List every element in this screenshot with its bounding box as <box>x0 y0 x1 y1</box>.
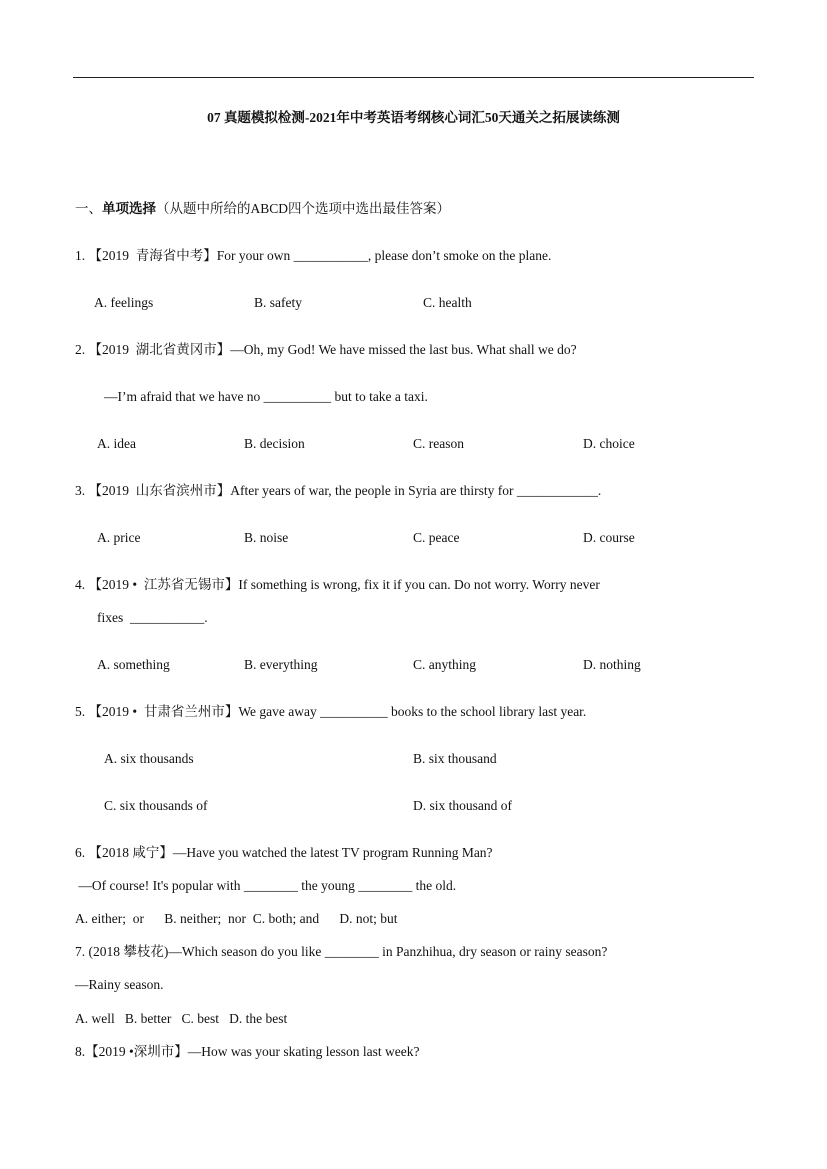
question-3-option-a: A. price <box>97 530 141 545</box>
question-5-stem: 5. 【2019 • 甘肃省兰州市】We gave away __________ books to the school library last year. <box>75 704 587 719</box>
page-title: 07 真题模拟检测-2021年中考英语考纲核心词汇50天通关之拓展读练测 <box>207 110 620 125</box>
section-note: （从题中所给的ABCD四个选项中选出最佳答案） <box>156 201 451 216</box>
question-3-option-c: C. peace <box>413 530 460 545</box>
question-3-stem: 3. 【2019 山东省滨州市】After years of war, the people in Syria are thirsty for ____________. <box>75 483 602 498</box>
question-5-option-c: C. six thousands of <box>104 798 208 813</box>
question-3-option-b: B. noise <box>244 530 289 545</box>
section-prefix: 一、 <box>75 201 102 216</box>
question-4-option-c: C. anything <box>413 657 476 672</box>
question-4-stem-line-2: fixes ___________. <box>97 610 208 625</box>
question-2-option-b: B. decision <box>244 436 305 451</box>
question-2-stem: 2. 【2019 湖北省黄冈市】—Oh, my God! We have missed the last bus. What shall we do? <box>75 342 577 357</box>
question-1-option-a: A. feelings <box>94 295 154 310</box>
question-3-option-d: D. course <box>583 530 635 545</box>
question-2-option-d: D. choice <box>583 436 635 451</box>
question-4-option-b: B. everything <box>244 657 318 672</box>
header-rule <box>73 77 754 78</box>
question-4-option-a: A. something <box>97 657 170 672</box>
question-5-option-a: A. six thousands <box>104 751 194 766</box>
question-2-option-a: A. idea <box>97 436 136 451</box>
question-2-stem-line-2: —I’m afraid that we have no __________ but to take a taxi. <box>104 389 428 404</box>
question-1-option-b: B. safety <box>254 295 302 310</box>
question-1-stem: 1. 【2019 青海省中考】For your own ___________, please don’t smoke on the plane. <box>75 248 552 263</box>
question-6-options: A. either; or B. neither; nor C. both; and D. not; but <box>75 911 398 926</box>
question-2-option-c: C. reason <box>413 436 464 451</box>
question-4-stem: 4. 【2019 • 江苏省无锡市】If something is wrong, fix it if you can. Do not worry. Worry never <box>75 577 600 592</box>
question-8-stem: 8.【2019 •深圳市】—How was your skating lesson last week? <box>75 1044 420 1059</box>
question-5-option-d: D. six thousand of <box>413 798 512 813</box>
question-5-option-b: B. six thousand <box>413 751 497 766</box>
question-6-stem-line-2: —Of course! It's popular with ________ the young ________ the old. <box>75 878 457 893</box>
section-title: 单项选择 <box>102 201 156 216</box>
question-4-option-d: D. nothing <box>583 657 641 672</box>
question-7-options: A. well B. better C. best D. the best <box>75 1011 288 1026</box>
question-7-stem-line-2: —Rainy season. <box>75 977 164 992</box>
question-6-stem: 6. 【2018 咸宁】—Have you watched the latest TV program Running Man? <box>75 845 493 860</box>
question-1-option-c: C. health <box>423 295 472 310</box>
question-7-stem: 7. (2018 攀枝花)—Which season do you like ________ in Panzhihua, dry season or rainy season? <box>75 944 608 959</box>
section-heading <box>75 200 450 218</box>
